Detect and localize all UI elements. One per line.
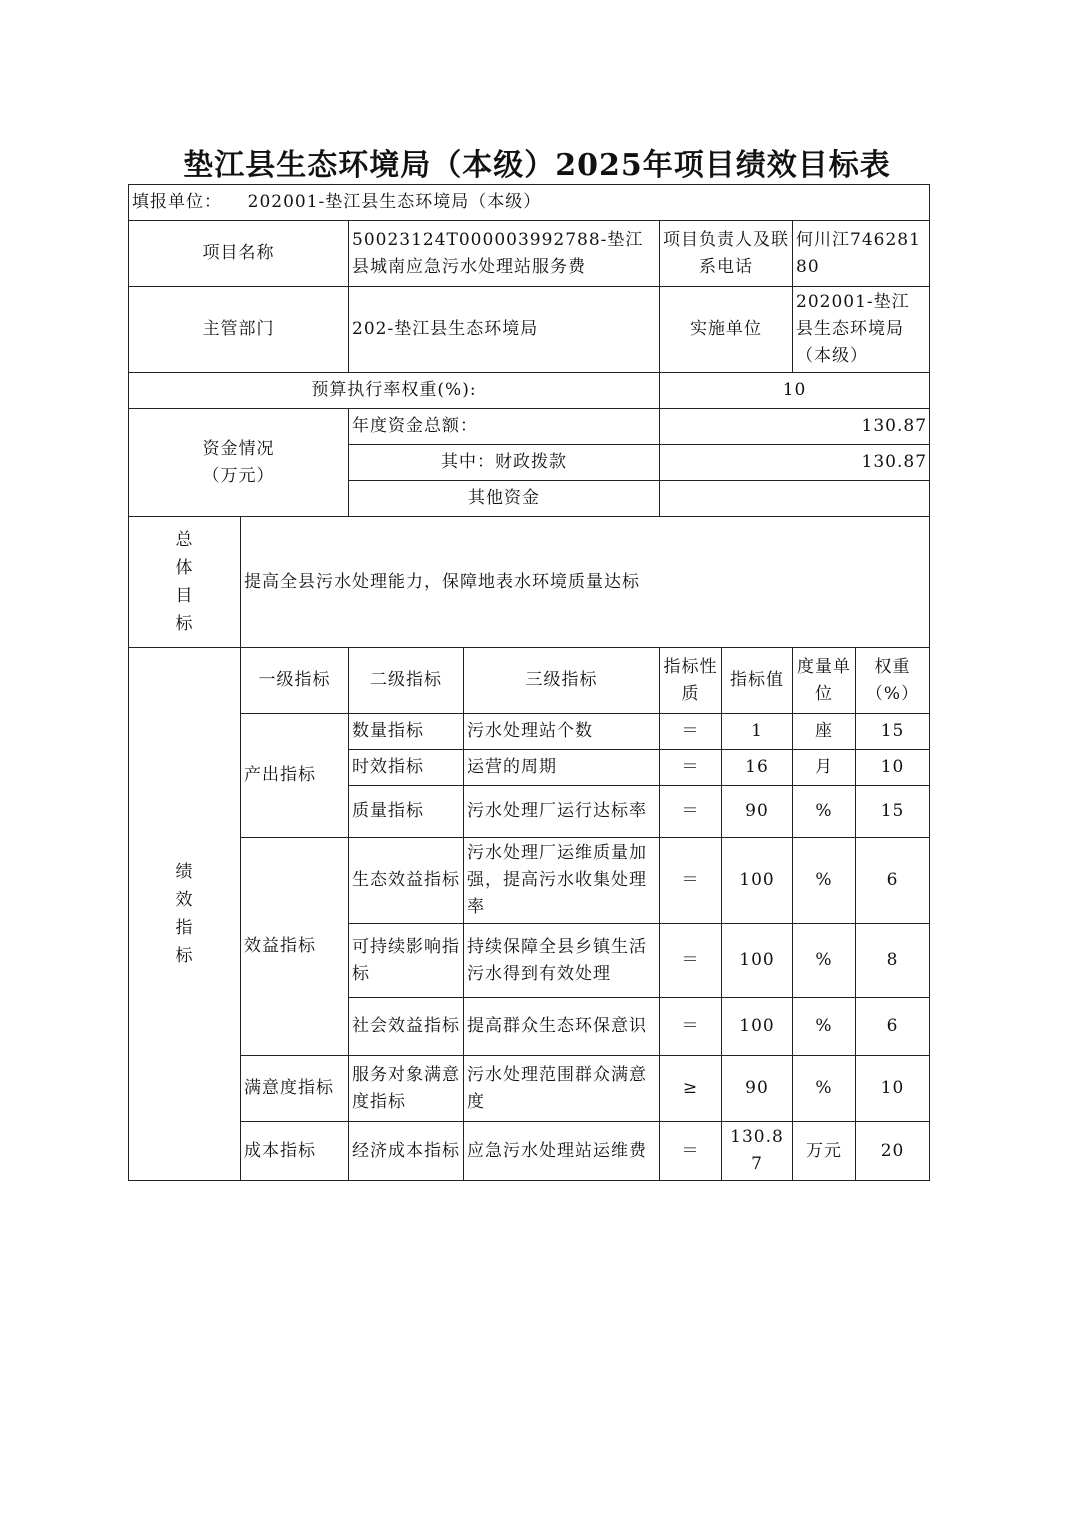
level3-cell: 应急污水处理站运维费 [464,1122,660,1181]
level2-cell: 可持续影响指标 [349,924,464,998]
overall-goal-char: 总 [175,530,194,550]
value-cell: 90 [722,786,793,838]
value-cell: 1 [722,714,793,750]
nature-cell: ≥ [660,1056,722,1122]
budget-weight-value: 10 [660,373,930,409]
level3-cell: 持续保障全县乡镇生活污水得到有效处理 [464,924,660,998]
level2-cell: 社会效益指标 [349,998,464,1056]
annual-funds-label: 年度资金总额： [349,409,660,445]
unit-cell: % [793,786,856,838]
header-weight: 权重（%） [856,648,930,714]
level2-cell: 时效指标 [349,750,464,786]
reporting-unit-row [129,185,930,221]
value-cell: 100 [722,924,793,998]
header-value: 指标值 [722,648,793,714]
reporting-unit-label: 填报单位： [132,192,222,212]
fiscal-funds-value: 130.87 [660,445,930,481]
unit-cell: 万元 [793,1122,856,1181]
project-name-label: 项目名称 [129,221,349,287]
dept-value: 202-垫江县生态环境局 [349,287,660,373]
header-level1: 一级指标 [241,648,349,714]
fiscal-funds-label: 其中：财政拨款 [349,445,660,481]
header-nature: 指标性质 [660,648,722,714]
indicators-label [129,648,241,1181]
value-cell: 100 [722,998,793,1056]
project-owner-value: 何川江74628180 [793,221,930,287]
other-funds-label: 其他资金 [349,481,660,517]
level3-cell: 污水处理站个数 [464,714,660,750]
dept-label: 主管部门 [129,287,349,373]
weight-cell: 20 [856,1122,930,1181]
unit-cell: 月 [793,750,856,786]
indicators-char: 标 [175,946,194,966]
table-row [129,714,930,750]
nature-cell: ＝ [660,998,722,1056]
page-title: 垫江县生态环境局（本级）2025年项目绩效目标表 [183,148,891,183]
table-row [129,1056,930,1122]
group-output: 产出指标 [241,714,349,838]
indicators-char: 绩 [175,862,194,882]
level2-cell: 生态效益指标 [349,838,464,924]
level3-cell: 污水处理厂运维质量加强，提高污水收集处理率 [464,838,660,924]
level2-cell: 数量指标 [349,714,464,750]
project-name-value: 50023124T000003992788-垫江县城南应急污水处理站服务费 [349,221,660,287]
reporting-unit-value: 202001-垫江县生态环境局（本级） [247,192,542,212]
header-unit: 度量单位 [793,648,856,714]
budget-weight-label: 预算执行率权重(%): [129,373,660,409]
level3-cell: 污水处理范围群众满意度 [464,1056,660,1122]
weight-cell: 15 [856,786,930,838]
level2-cell: 质量指标 [349,786,464,838]
overall-goal-char: 体 [175,558,194,578]
nature-cell: ＝ [660,750,722,786]
unit-cell: % [793,838,856,924]
level3-cell: 提高群众生态环保意识 [464,998,660,1056]
level3-cell: 运营的周期 [464,750,660,786]
weight-cell: 15 [856,714,930,750]
annual-funds-value: 130.87 [660,409,930,445]
weight-cell: 8 [856,924,930,998]
level3-cell: 污水处理厂运行达标率 [464,786,660,838]
funds-label: 资金情况（万元） [129,409,349,517]
indicators-char: 效 [175,890,194,910]
unit-cell: % [793,998,856,1056]
performance-table [128,184,930,1181]
unit-cell: % [793,924,856,998]
group-cost: 成本指标 [241,1122,349,1181]
other-funds-value [660,481,930,517]
level2-cell: 服务对象满意度指标 [349,1056,464,1122]
value-cell: 90 [722,1056,793,1122]
weight-cell: 6 [856,998,930,1056]
overall-goal-char: 目 [175,586,194,606]
impl-unit-value: 202001-垫江县生态环境局（本级） [793,287,930,373]
overall-goal-char: 标 [175,614,194,634]
value-cell: 130.87 [722,1122,793,1181]
unit-cell: % [793,1056,856,1122]
project-owner-label: 项目负责人及联系电话 [660,221,793,287]
value-cell: 100 [722,838,793,924]
nature-cell: ＝ [660,714,722,750]
header-level2: 二级指标 [349,648,464,714]
weight-cell: 6 [856,838,930,924]
indicators-char: 指 [175,918,194,938]
overall-goal-label [129,517,241,648]
table-row [129,1122,930,1181]
level2-cell: 经济成本指标 [349,1122,464,1181]
overall-goal-text: 提高全县污水处理能力，保障地表水环境质量达标 [241,517,930,648]
group-satisfaction: 满意度指标 [241,1056,349,1122]
table-row [129,838,930,924]
nature-cell: ＝ [660,838,722,924]
nature-cell: ＝ [660,924,722,998]
header-level3: 三级指标 [464,648,660,714]
impl-unit-label: 实施单位 [660,287,793,373]
nature-cell: ＝ [660,786,722,838]
weight-cell: 10 [856,1056,930,1122]
unit-cell: 座 [793,714,856,750]
group-benefit: 效益指标 [241,838,349,1056]
value-cell: 16 [722,750,793,786]
nature-cell: ＝ [660,1122,722,1181]
weight-cell: 10 [856,750,930,786]
